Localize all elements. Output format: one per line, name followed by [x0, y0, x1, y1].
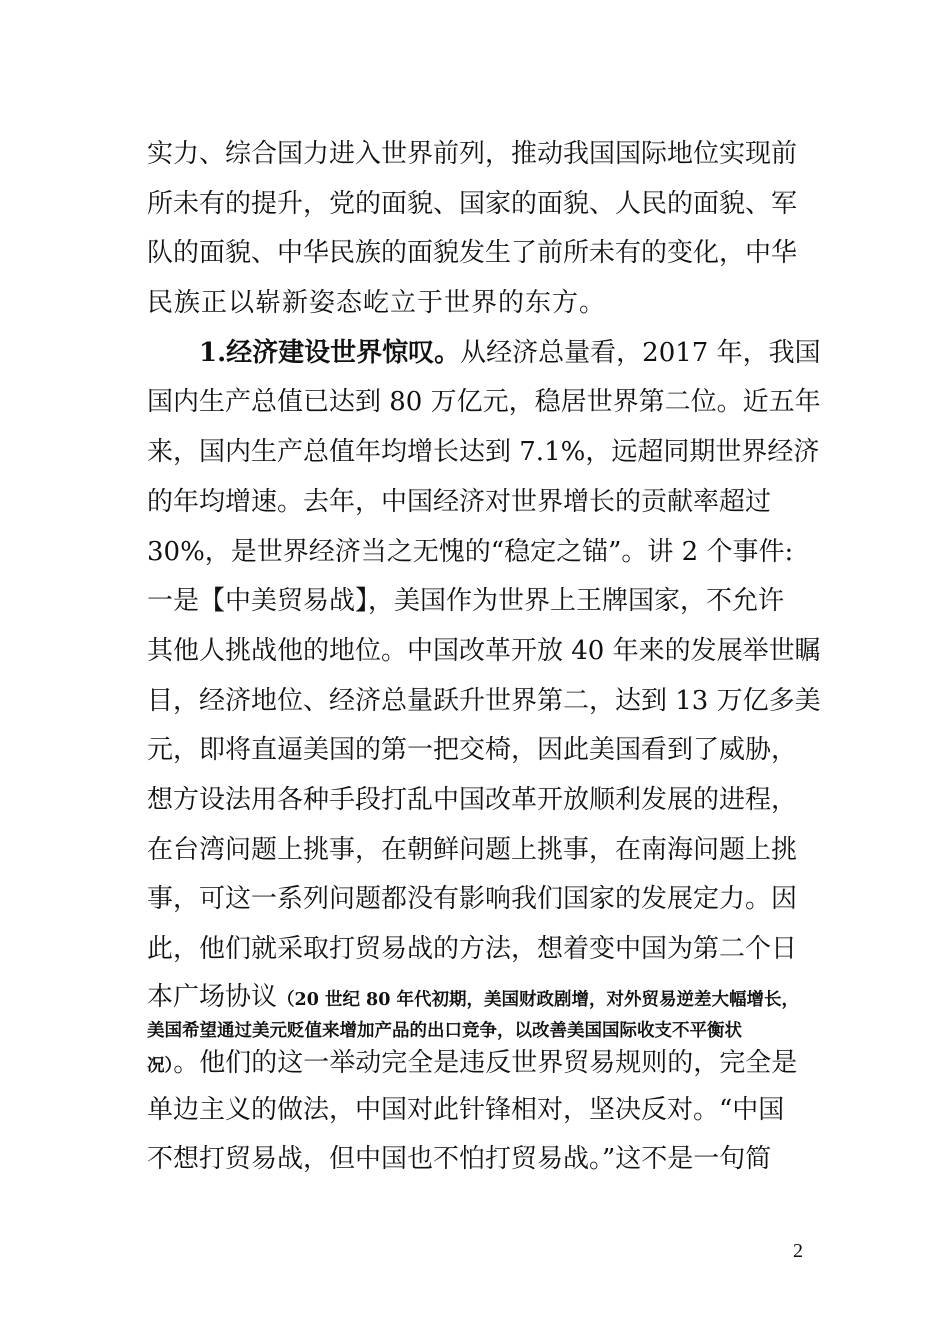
annotated-line [147, 981, 812, 1014]
page-number: 2 [793, 1240, 803, 1262]
paragraph-line: 30%，是世界经济当之无愧的“稳定之锚”。讲 2 个事件: [147, 536, 794, 567]
annotated-line [147, 1014, 812, 1047]
paragraph-line: 队的面貌、中华民族的面貌发生了前所未有的变化，中华 [147, 238, 798, 269]
paragraph-text: 。他们的这一举动完全是违反世界贸易规则的，完全是 [173, 1047, 798, 1078]
paragraph-line: 在台湾问题上挑事，在朝鲜问题上挑事，在南海问题上挑 [147, 834, 798, 865]
paragraph-line: 来，国内生产总值年均增长达到 7.1%，远超同期世界经济 [147, 437, 820, 468]
paragraph-line: 一是【中美贸易战】，美国作为世界上王牌国家，不允许 [147, 586, 785, 617]
section-heading-line [147, 329, 821, 379]
body-text [147, 130, 821, 1185]
paragraph-line: 单边主义的做法，中国对此针锋相对，坚决反对。“中国 [147, 1094, 785, 1125]
paragraph-line: 想方设法用各种手段打乱中国改革开放顺利发展的进程， [147, 784, 798, 815]
annotated-line [147, 1047, 812, 1080]
paragraph-line: 国内生产总值已达到 80 万亿元，稳居世界第二位。近五年 [147, 387, 821, 418]
paragraph-text: 本广场协议 [147, 981, 278, 1012]
paragraph-line: 不想打贸易战，但中国也不怕打贸易战。”这不是一句简 [147, 1144, 772, 1175]
paragraph-line: 事，可这一系列问题都没有影响我们国家的发展定力。因 [147, 884, 798, 915]
paragraph-line: 目，经济地位、经济总量跃升世界第二，达到 13 万亿多美 [147, 685, 821, 716]
paragraph-line: 所未有的提升，党的面貌、国家的面貌、人民的面貌、军 [147, 188, 798, 219]
section-heading: 1.经济建设世界惊叹。 [199, 337, 461, 368]
inline-note: 美国希望通过美元贬值来增加产品的出口竞争，以改善美国国际收支不平衡状 [147, 1020, 742, 1041]
inline-note: 况） [147, 1055, 174, 1076]
paragraph-line: 民族正以崭新姿态屹立于世界的东方。 [147, 288, 607, 319]
paragraph-line: 实力、综合国力进入世界前列，推动我国国际地位实现前 [147, 139, 798, 169]
inline-note: （20 世纪 80 年代初期，美国财政剧增，对外贸易逆差大幅增长， [277, 989, 799, 1010]
paragraph-line: 元，即将直逼美国的第一把交椅，因此美国看到了威胁， [147, 735, 798, 766]
paragraph-text: 从经济总量看，2017 年，我国 [460, 337, 821, 368]
paragraph-line: 其他人挑战他的地位。中国改革开放 40 年来的发展举世瞩 [147, 635, 821, 666]
paragraph-line: 的年均增速。去年，中国经济对世界增长的贡献率超过 [147, 486, 772, 517]
paragraph-line: 此，他们就采取打贸易战的方法，想着变中国为第二个日 [147, 934, 798, 964]
